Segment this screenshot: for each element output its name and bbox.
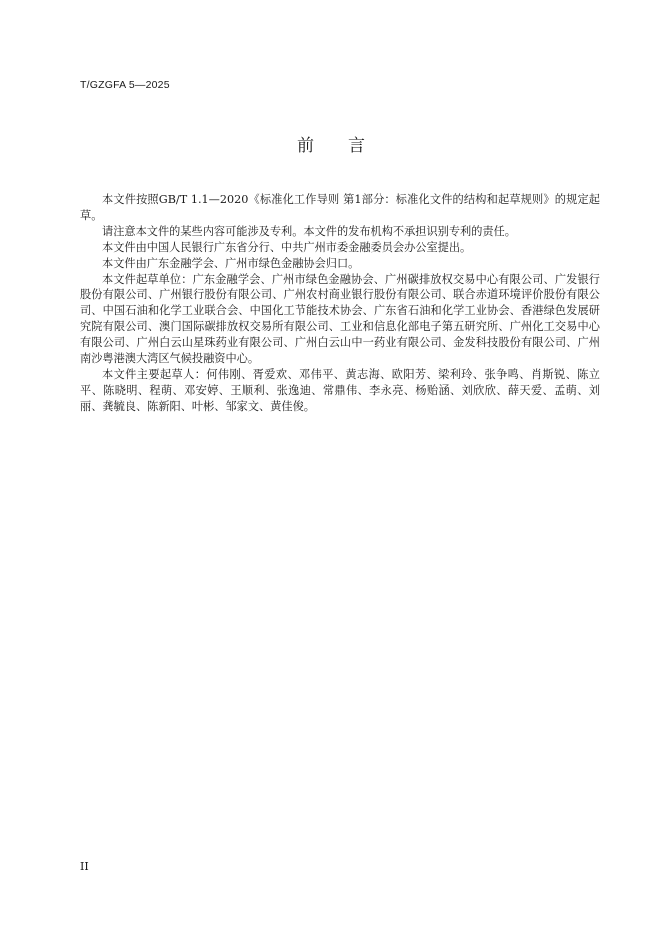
standard-code: T/GZGFA 5—2025 bbox=[80, 79, 170, 91]
paragraph-proposer: 本文件由中国人民银行广东省分行、中共广州市委金融委员会办公室提出。 bbox=[102, 240, 472, 254]
page-title: 前言 bbox=[297, 136, 399, 156]
paragraph-administrator: 本文件由广东金融学会、广州市绿色金融协会归口。 bbox=[102, 256, 360, 270]
page-number: II bbox=[80, 860, 89, 873]
paragraph-drafting-units: 本文件起草单位：广东金融学会、广州市绿色金融协会、广州碳排放权交易中心有限公司、广发银行股份有限公司、广州银行股份有限公司、广州农村商业银行股份有限公司、联合赤道环境评价股份有限公司、中国石油和化学工业联合会、中国化工节能技术协会、广东省石油和化学工业协会、香港绿色发展研究院有限公司、澳门国际碳排放权交易所有限公司、工业和信息化部电子第五研究所、广州化工交易中心有限公司、广州白云山星珠药业有限公司、广州白云山中一药业有限公司、金发科技股份有限公司、广州南沙粤港澳大湾区气候投融资中心。 bbox=[80, 272, 600, 366]
paragraph-drafting-rules: 本文件按照GB/T 1.1—2020《标准化工作导则 第1部分：标准化文件的结构和起草规则》的规定起草。 bbox=[80, 193, 600, 222]
paragraph-drafters: 本文件主要起草人：何伟刚、胥爱欢、邓伟平、黄志海、欧阳芳、梁利玲、张争鸣、肖斯锐、陈立平、陈晓明、程萌、邓安婷、王顺利、张逸迪、常鼎伟、李永亮、杨贻涵、刘欣欣、薛天爱、孟萌、刘丽、龚毓良、陈新阳、叶彬、邹家文、黄佳俊。 bbox=[80, 367, 600, 413]
document-body bbox=[80, 192, 600, 415]
paragraph-patent-notice: 请注意本文件的某些内容可能涉及专利。本文件的发布机构不承担识别专利的责任。 bbox=[102, 224, 516, 238]
